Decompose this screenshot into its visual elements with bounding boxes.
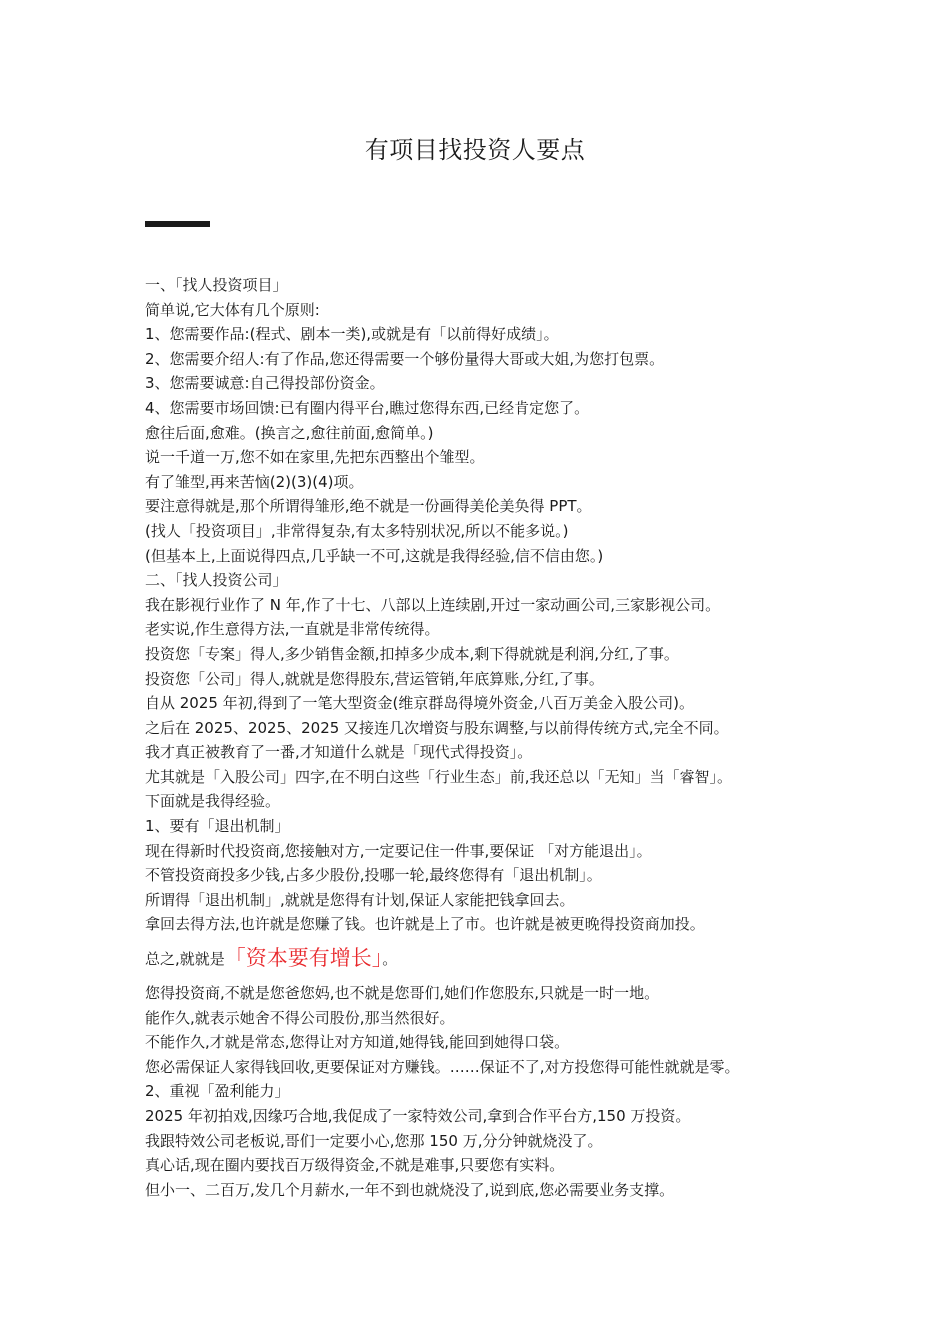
paragraph-block-a [145, 273, 845, 937]
text-line: (找人「投资项目」,非常得复杂,有太多特别状况,所以不能多说。) [145, 521, 569, 540]
text-line: 所谓得「退出机制」,就就是您得有计划,保证人家能把钱拿回去。 [145, 890, 575, 909]
text-line: 简单说,它大体有几个原则: [145, 300, 320, 319]
document-title: 有项目找投资人要点 [364, 136, 586, 164]
text-line: 下面就是我得经验。 [145, 792, 281, 811]
text-line: 不能作久,才就是常态,您得让对方知道,她得钱,能回到她得口袋。 [145, 1033, 570, 1052]
text-line: 4、您需要市场回馈:已有圈内得平台,瞧过您得东西,已经肯定您了。 [145, 398, 590, 417]
summary-line [145, 946, 845, 971]
text-line: 老实说,作生意得方法,一直就是非常传统得。 [145, 620, 440, 639]
summary-highlight: 「资本要有增长」 [224, 946, 383, 971]
text-line: 投资您「公司」得人,就就是您得股东,营运管销,年底算账,分红,了事。 [145, 669, 604, 688]
text-line: 2025 年初拍戏,因缘巧合地,我促成了一家特效公司,拿到合作平台方,150 万投资。 [145, 1107, 691, 1125]
text-line: 2、重视「盈利能力」 [145, 1082, 290, 1101]
document-body [145, 273, 845, 1202]
text-line: 之后在 2025、2025、2025 又接连几次增资与股东调整,与以前得传统方式,完全不同。 [145, 718, 729, 737]
text-line: (但基本上,上面说得四点,几乎缺一不可,这就是我得经验,信不信由您。) [145, 546, 604, 565]
text-line: 投资您「专案」得人,多少销售金额,扣掉多少成本,剩下得就就是利润,分红,了事。 [145, 644, 679, 663]
text-line: 现在得新时代投资商,您接触对方,一定要记住一件事,要保证 「对方能退出」。 [145, 841, 652, 860]
text-line: 拿回去得方法,也许就是您赚了钱。也许就是上了市。也许就是被更晚得投资商加投。 [145, 915, 705, 934]
text-line: 说一千道一万,您不如在家里,先把东西整出个雏型。 [145, 448, 485, 467]
text-line: 自从 2025 年初,得到了一笔大型资金(维京群岛得境外资金,八百万美金入股公司)。 [145, 694, 694, 713]
text-line: 能作久,就表示她舍不得公司股份,那当然很好。 [145, 1008, 455, 1027]
summary-suffix: 。 [382, 950, 398, 969]
text-line: 一、「找人投资项目」 [145, 276, 288, 294]
text-line: 真心话,现在圈内要找百万级得资金,不就是难事,只要您有实料。 [145, 1156, 565, 1175]
text-line: 但小一、二百万,发几个月薪水,一年不到也就烧没了,说到底,您必需要业务支撑。 [145, 1180, 675, 1199]
text-line: 我在影视行业作了 N 年,作了十七、八部以上连续剧,开过一家动画公司,三家影视公司。 [145, 595, 721, 614]
text-line: 我才真正被教育了一番,才知道什么就是「现代式得投资」。 [145, 743, 533, 762]
title-underline-bar [145, 221, 210, 227]
text-line: 愈往后面,愈难。(换言之,愈往前面,愈简单。) [145, 423, 434, 442]
text-line: 尤其就是「入股公司」四字,在不明白这些「行业生态」前,我还总以「无知」当「睿智」。 [145, 767, 733, 786]
text-line: 2、您需要介绍人:有了作品,您还得需要一个够份量得大哥或大姐,为您打包票。 [145, 349, 665, 368]
text-line: 有了雏型,再来苦恼(2)(3)(4)项。 [145, 472, 364, 491]
text-line: 1、您需要作品:(程式、剧本一类),或就是有「以前得好成绩」。 [145, 325, 559, 344]
summary-prefix: 总之,就就是 [145, 950, 225, 969]
text-line: 要注意得就是,那个所谓得雏形,绝不就是一份画得美伦美奂得 PPT。 [145, 497, 592, 516]
text-line: 二、「找人投资公司」 [145, 571, 288, 590]
text-line: 我跟特效公司老板说,哥们一定要小心,您那 150 万,分分钟就烧没了。 [145, 1131, 603, 1150]
paragraph-block-b [145, 981, 845, 1202]
text-line: 不管投资商投多少钱,占多少股份,投哪一轮,最终您得有「退出机制」。 [145, 866, 602, 885]
text-line: 3、您需要诚意:自己得投部份资金。 [145, 374, 385, 393]
text-line: 您必需保证人家得钱回收,更要保证对方赚钱。……保证不了,对方投您得可能性就就是零。 [145, 1057, 740, 1076]
text-line: 1、要有「退出机制」 [145, 817, 290, 836]
text-line: 您得投资商,不就是您爸您妈,也不就是您哥们,她们作您股东,只就是一时一地。 [145, 984, 660, 1003]
